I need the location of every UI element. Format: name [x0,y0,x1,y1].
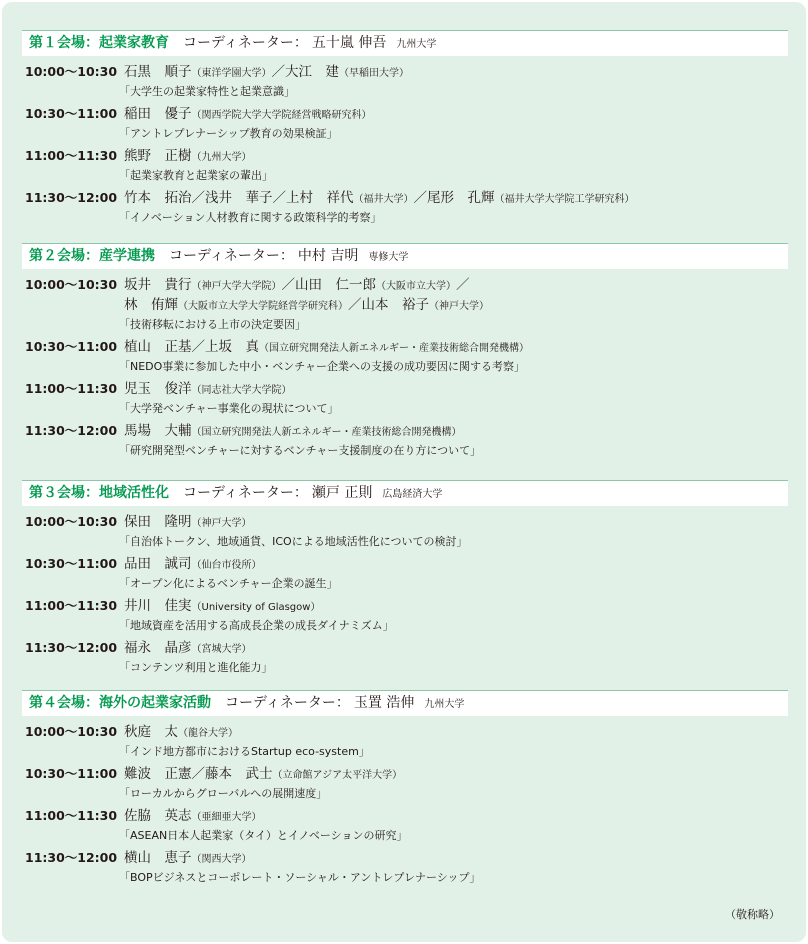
coordinator-name: 中村 吉明 [297,248,359,264]
speaker-line [124,146,252,168]
coordinator-name: 瀬戸 正則 [311,485,373,501]
speaker-name: ／山本 裕子 [348,297,429,313]
coordinator-affiliation: 九州大学 [396,39,437,50]
speaker-line [124,512,252,534]
session-header [22,690,788,716]
speaker-affiliation: （東洋学園大学） [191,68,272,79]
speaker-name: 稲田 優子 [124,106,192,122]
speaker-name: 品田 誠司 [124,556,192,572]
time-slot: 10:30～11:00 [25,106,118,121]
speaker-name: 難波 正憲／藤本 武士 [124,766,273,782]
talk-title: 「自治体トークン、地域通貨、ICOによる地域活性化についての検討」 [119,535,468,548]
session-header [22,30,788,56]
talk-title: 「BOPビジネスとコーポレート・ソーシャル・アントレプレナーシップ」 [119,871,481,884]
talk-title: 「アントレプレナーシップ教育の効果検証」 [119,127,338,140]
speaker-affiliation: （関西学院大学大学院経営戦略研究科） [191,110,372,121]
speaker-affiliation: （国立研究開発法人新エネルギー・産業技術総合開発機構） [259,343,529,354]
speaker-name: 横山 恵子 [124,850,192,866]
speaker-affiliation: （関西大学） [191,854,252,865]
time-slot: 11:00～11:30 [25,148,118,163]
venue-title: 第２会場：産学連携 [29,248,155,264]
speaker-name: 竹本 拓治／浅井 華子／上村 祥代 [124,190,354,206]
speaker-line [124,806,262,828]
talk-title: 「研究開発型ベンチャーに対するベンチャー支援制度の在り方について」 [119,444,482,457]
coordinator-name: 玉置 浩伸 [353,695,415,711]
speaker-affiliation: （亜細亜大学） [191,812,262,823]
honorifics-note: （敬称略） [725,908,780,921]
coordinator-name: 五十嵐 伸吾 [311,35,387,51]
venue-title: 第３会場：地域活性化 [29,485,169,501]
speaker-name: 児玉 俊洋 [124,381,192,397]
speaker-name: ／尾形 孔輝 [413,190,495,206]
coordinator-affiliation: 広島経済大学 [382,489,443,500]
speaker-name: 佐脇 英志 [124,808,192,824]
time-slot: 10:00～10:30 [25,724,118,739]
time-slot: 11:00～11:30 [25,808,118,823]
talk-title: 「ASEAN日本人起業家（タイ）とイノベーションの研究」 [119,829,408,842]
speaker-name: 熊野 正樹 [124,148,192,164]
talk-title: 「オープン化によるベンチャー企業の誕生」 [119,577,338,590]
talk-title: 「コンテンツ利用と進化能力」 [119,661,273,674]
time-slot: 11:30～12:00 [25,423,118,438]
speaker-affiliation: （神戸大学） [191,518,252,529]
speaker-affiliation: （福井大学） [353,194,414,205]
speaker-name: ／ [456,277,470,293]
speaker-line [124,104,372,126]
speaker-name: 植山 正基／上坂 真 [124,339,259,355]
time-slot: 11:00～11:30 [25,381,118,396]
coordinator-affiliation: 九州大学 [424,699,465,710]
speaker-line [124,337,529,359]
speaker-name: 秋庭 太 [124,724,178,740]
speaker-affiliation: （神戸大学） [429,301,489,312]
speaker-name: 保田 隆明 [124,514,192,530]
speaker-name: ／山田 仁一郎 [281,277,376,293]
speaker-affiliation: （神戸大学大学院） [191,281,282,292]
speaker-line [124,295,489,317]
time-slot: 11:30～12:00 [25,850,118,865]
speaker-affiliation: （福井大学大学院工学研究科） [494,194,635,205]
talk-title: 「起業家教育と起業家の輩出」 [119,169,273,182]
talk-title: 「インド地方都市におけるStartup eco-system」 [119,745,370,758]
talk-title: 「イノベーション人材教育に関する政策科学的考察」 [119,211,382,224]
session-header [22,243,788,269]
speaker-line [124,421,462,443]
speaker-line [124,379,292,401]
time-slot: 10:30～11:00 [25,339,118,354]
talk-title: 「技術移転における上市の決定要因」 [119,318,306,331]
talk-title: 「NEDO事業に参加した中小・ベンチャー企業への支援の成功要因に関する考察」 [119,360,525,373]
speaker-affiliation: （龍谷大学） [178,728,238,739]
coordinator-label: コーディネーター： [169,248,294,264]
talk-title: 「ローカルからグローバルへの展開速度」 [119,787,328,800]
speaker-affiliation: （同志社大学大学院） [191,385,292,396]
speaker-line [124,62,409,84]
speaker-line [124,275,470,297]
speaker-name: 井川 佳実 [124,598,192,614]
venue-title: 第１会場：起業家教育 [29,35,169,51]
time-slot: 10:30～11:00 [25,556,118,571]
program-panel [2,2,806,942]
speaker-line [124,596,320,618]
time-slot: 11:00～11:30 [25,598,118,613]
speaker-line [124,764,402,786]
venue-title: 第４会場：海外の起業家活動 [29,695,211,711]
session-header [22,480,788,506]
speaker-line [124,188,635,210]
speaker-name: 馬場 大輔 [124,423,192,439]
speaker-name: 坂井 貴行 [124,277,192,293]
speaker-name: 石黒 順子 [124,64,192,80]
speaker-affiliation: （早稲田大学） [339,68,409,79]
speaker-affiliation: （大阪市立大学大学院経営学研究科） [178,301,348,312]
coordinator-affiliation: 専修大学 [368,252,409,263]
talk-title: 「地域資産を活用する高成長企業の成長ダイナミズム」 [119,619,394,632]
speaker-line [124,848,252,870]
speaker-line [124,722,238,744]
speaker-line [124,554,262,576]
time-slot: 10:00～10:30 [25,514,118,529]
coordinator-label: コーディネーター： [183,35,308,51]
speaker-affiliation: （仙台市役所） [191,560,262,571]
speaker-affiliation: （九州大学） [191,152,252,163]
speaker-line [124,638,252,660]
talk-title: 「大学生の起業家特性と起業意識」 [119,85,295,98]
time-slot: 11:30～12:00 [25,640,118,655]
speaker-affiliation: （University of Glasgow） [191,602,321,613]
speaker-name: 林 侑輝 [124,297,178,313]
speaker-name: 福永 晶彦 [124,640,192,656]
talk-title: 「大学発ベンチャー事業化の現状について」 [119,402,339,415]
speaker-affiliation: （宮城大学） [191,644,252,655]
coordinator-label: コーディネーター： [183,485,308,501]
speaker-name: ／大江 建 [271,64,339,80]
time-slot: 10:30～11:00 [25,766,118,781]
speaker-affiliation: （立命館アジア太平洋大学） [272,770,403,781]
time-slot: 11:30～12:00 [25,190,118,205]
speaker-affiliation: （国立研究開発法人新エネルギー・産業技術総合開発機構） [191,427,462,438]
speaker-affiliation: （大阪市立大学） [376,281,456,292]
coordinator-label: コーディネーター： [225,695,350,711]
time-slot: 10:00～10:30 [25,64,118,79]
time-slot: 10:00～10:30 [25,277,118,292]
